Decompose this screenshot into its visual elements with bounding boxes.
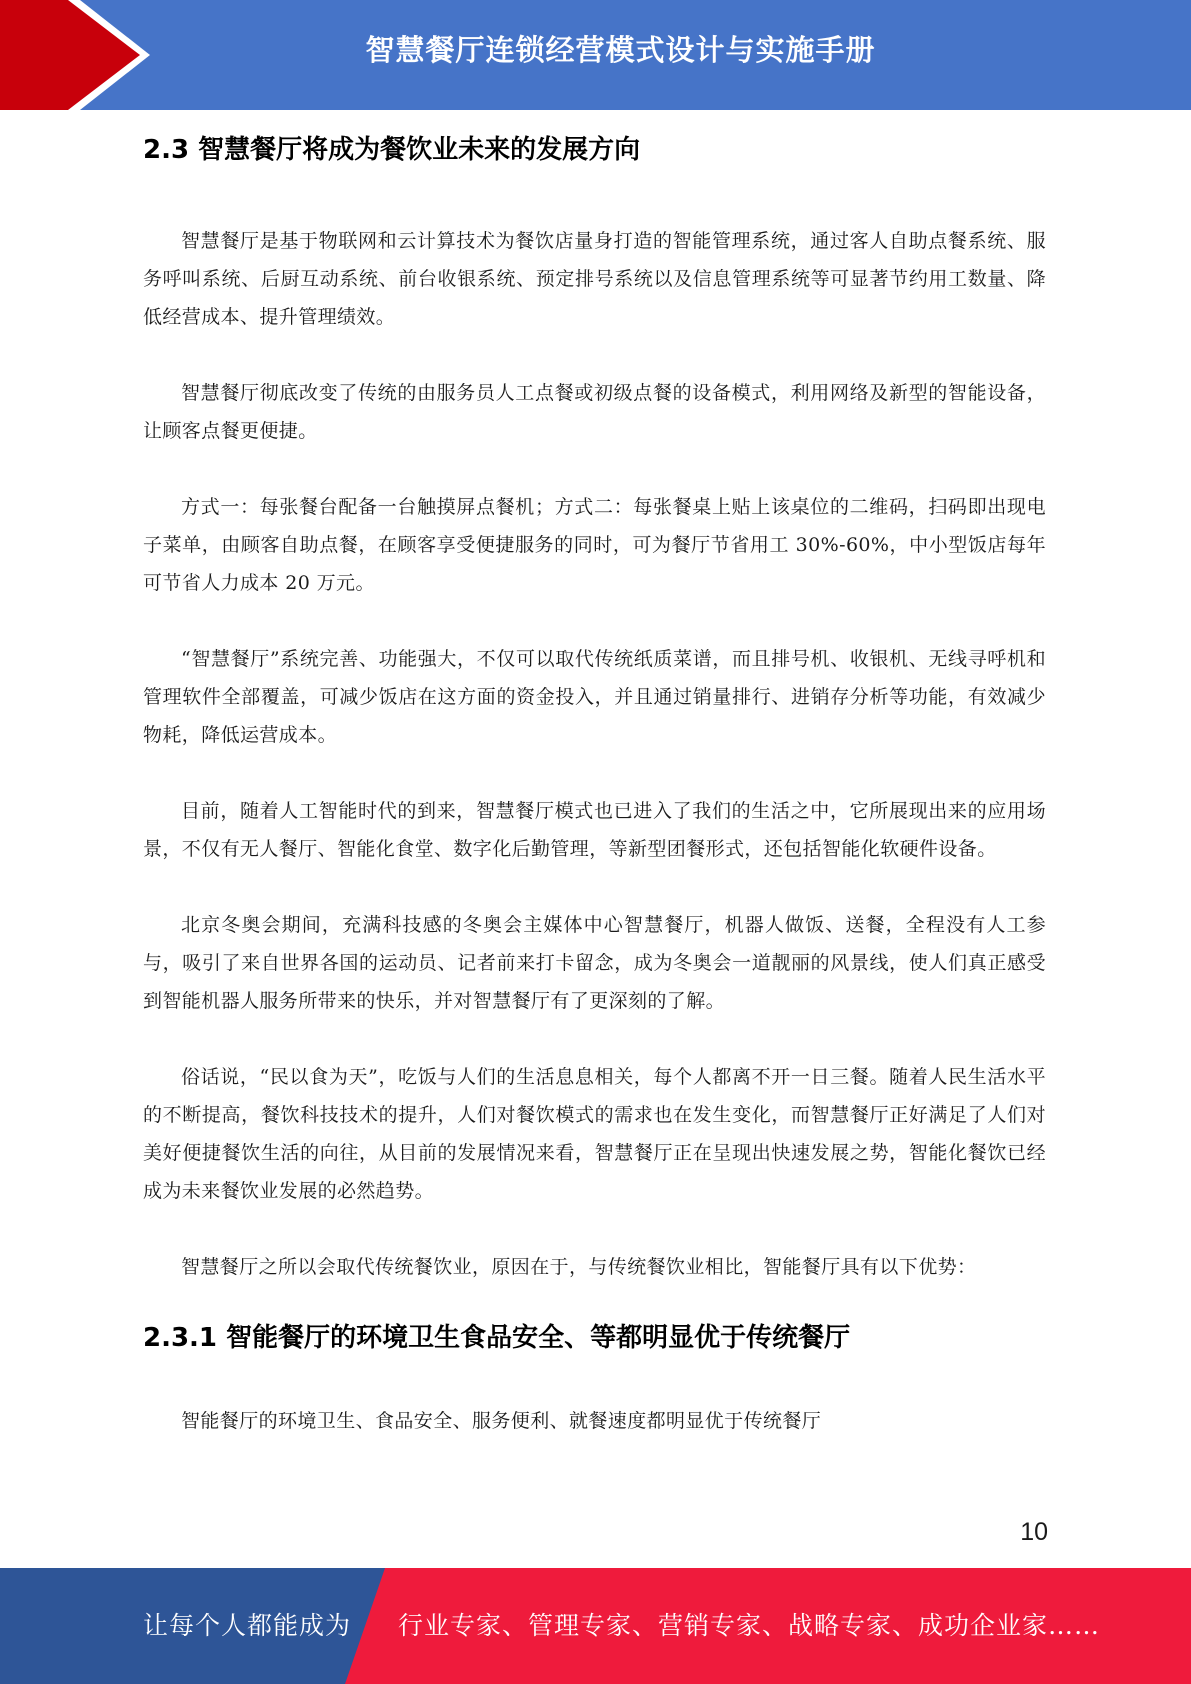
header-band xyxy=(0,0,1191,110)
header-chevron-arrow xyxy=(0,0,140,110)
document-title: 智慧餐厅连锁经营模式设计与实施手册 xyxy=(365,33,876,67)
paragraph: 目前，随着人工智能时代的到来，智慧餐厅模式也已进入了我们的生活之中，它所展现出来的应用场景，不仅有无人餐厅、智能化食堂、数字化后勤管理，等新型团餐形式，还包括智能化软硬件设备。 xyxy=(143,800,1046,860)
footer-slogan-left: 让每个人都能成为 xyxy=(143,1611,352,1640)
paragraph: 智能餐厅的环境卫生、食品安全、服务便利、就餐速度都明显优于传统餐厅 xyxy=(181,1410,822,1432)
subsection-heading: 2.3.1 智能餐厅的环境卫生食品安全、等都明显优于传统餐厅 xyxy=(143,1323,851,1353)
paragraph: 北京冬奥会期间，充满科技感的冬奥会主媒体中心智慧餐厅，机器人做饭、送餐，全程没有人工参与，吸引了来自世界各国的运动员、记者前来打卡留念，成为冬奥会一道靓丽的风景线，使人们真正感受到智能机器人服务所带来的快乐，并对智慧餐厅有了更深刻的了解。 xyxy=(143,914,1046,1012)
section-heading: 2.3 智慧餐厅将成为餐饮业未来的发展方向 xyxy=(143,135,641,165)
paragraph: “智慧餐厅”系统完善、功能强大，不仅可以取代传统纸质菜谱，而且排号机、收银机、无线寻呼机和管理软件全部覆盖，可减少饭店在这方面的资金投入，并且通过销量排行、进销存分析等功能，有效减少物耗，降低运营成本。 xyxy=(143,648,1046,746)
paragraph: 方式一：每张餐台配备一台触摸屏点餐机；方式二：每张餐桌上贴上该桌位的二维码，扫码即出现电子菜单，由顾客自助点餐，在顾客享受便捷服务的同时，可为餐厅节省用工 30%-60%，中小型饭店每年可节省人力成本 20 万元。 xyxy=(143,496,1046,594)
footer-slogan-right: 行业专家、管理专家、营销专家、战略专家、成功企业家…… xyxy=(398,1611,1101,1640)
footer-band xyxy=(0,1568,1191,1684)
paragraph: 智慧餐厅之所以会取代传统餐饮业，原因在于，与传统餐饮业相比，智能餐厅具有以下优势： xyxy=(181,1256,977,1278)
page-content xyxy=(143,130,1046,1440)
paragraph: 智慧餐厅是基于物联网和云计算技术为餐饮店量身打造的智能管理系统，通过客人自助点餐系统、服务呼叫系统、后厨互动系统、前台收银系统、预定排号系统以及信息管理系统等可显著节约用工数量、降低经营成本、提升管理绩效。 xyxy=(143,230,1046,328)
paragraph: 俗话说，“民以食为天”，吃饭与人们的生活息息相关，每个人都离不开一日三餐。随着人民生活水平的不断提高，餐饮科技技术的提升，人们对餐饮模式的需求也在发生变化，而智慧餐厅正好满足了人们对美好便捷餐饮生活的向往，从目前的发展情况来看，智慧餐厅正在呈现出快速发展之势，智能化餐饮已经成为未来餐饮业发展的必然趋势。 xyxy=(143,1066,1046,1202)
paragraph: 智慧餐厅彻底改变了传统的由服务员人工点餐或初级点餐的设备模式，利用网络及新型的智能设备，让顾客点餐更便捷。 xyxy=(143,382,1046,442)
page-number: 10 xyxy=(1020,1518,1048,1546)
